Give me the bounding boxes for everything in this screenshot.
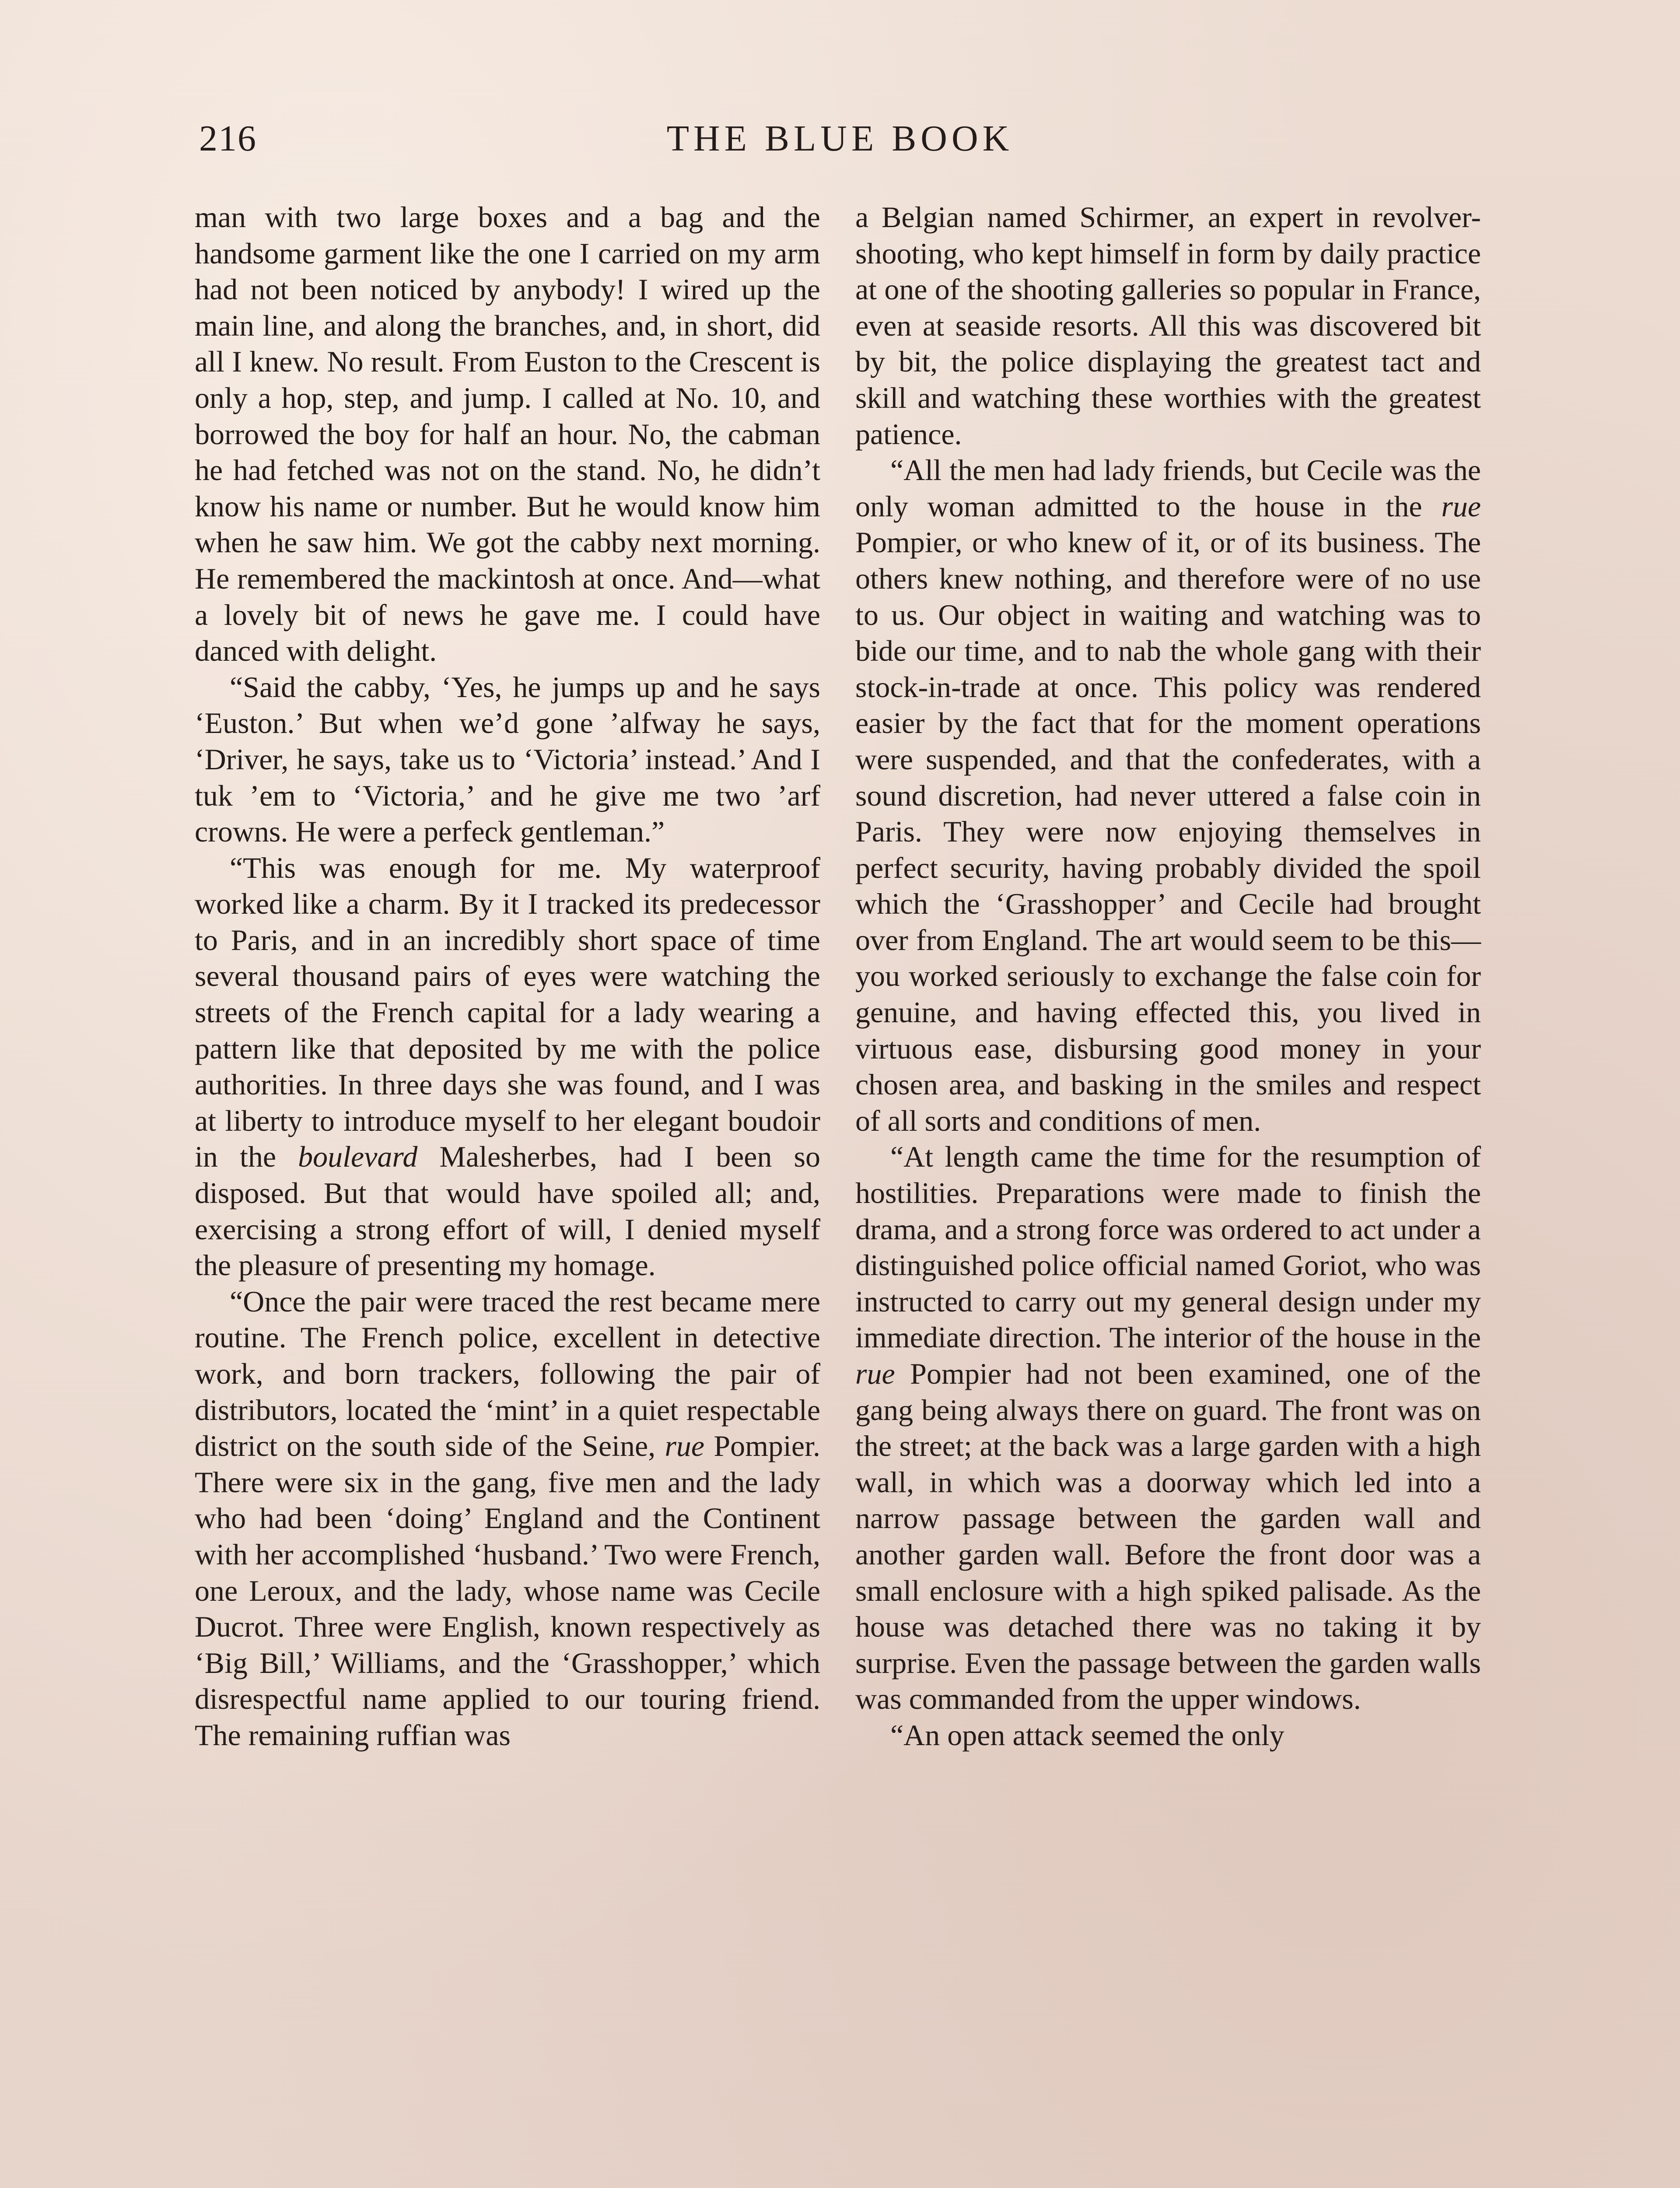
running-head: THE BLUE BOOK bbox=[666, 118, 1014, 159]
paragraph: a Belgian named Schirmer, an expert in revolver-shooting, who kept himself in form by daily practice at one of the shooting galleries so popular in France, even at seaside resorts. All this was discovered bit by bit, the police displaying the greatest tact and skill and watching these worthies with the greatest patience. bbox=[855, 200, 1481, 451]
paragraph bbox=[855, 452, 1481, 1139]
paragraph bbox=[855, 1139, 1481, 1717]
italic-text: rue bbox=[855, 1357, 895, 1390]
right-column bbox=[855, 199, 1481, 1753]
text-run: “All the men had lady friends, but Cecile was the only woman admitted to the house in the bbox=[855, 453, 1481, 523]
text-run: Pompier, or who knew of it, or of its business. The others knew nothing, and therefore were of no use to us. Our object in waiting and watching was to bide our time, and to nab the whole gang with their stock-in-trade at once. This policy was rendered easier by the fact that for the moment operations were suspended, and that the confederates, with a sound discretion, had never uttered a false coin in Paris. They were now enjoying themselves in perfect security, having probably divided the spoil which the ‘Grasshopper’ and Cecile had brought over from England. The art would seem to be this—you worked seriously to exchange the false coin for genuine, and having effected this, you lived in virtuous ease, disbursing good money in your chosen area, and basking in the smiles and respect of all sorts and conditions of men. bbox=[855, 526, 1481, 1137]
paragraph bbox=[195, 1283, 820, 1753]
text-run: “At length came the time for the resumption of hostilities. Preparations were made to finish the drama, and a strong force was ordered to act under a distinguished police official named Goriot, who was instructed to carry out my general design under my immediate direction. The interior of the house in the bbox=[855, 1140, 1481, 1354]
paragraph: “Said the cabby, ‘Yes, he jumps up and he says ‘Euston.’ But when we’d gone ’alfway he says, ‘Driver, he says, take us to ‘Victoria’ instead.’ And I tuk ’em to ‘Victoria,’ and he give me two ’arf crowns. He were a perfeck gentleman.” bbox=[195, 670, 820, 849]
text-run: Pompier. There were six in the gang, five men and the lady who had been ‘doing’ England and the Continent with her accomplished ‘husband.’ Two were French, one Leroux, and the lady, whose name was Cecile Ducrot. Three were English, known respectively as ‘Big Bill,’ Williams, and the ‘Grasshopper,’ which disrespectful name applied to our touring friend. The remaining ruffian was bbox=[195, 1429, 820, 1752]
page-number: 216 bbox=[199, 118, 257, 159]
text-run: “Once the pair were traced the rest became mere routine. The French police, excellent in detective work, and born trackers, following the pair of distributors, located the ‘mint’ in a quiet respectable district on the south side of the Seine, bbox=[195, 1284, 820, 1463]
text-run: Pompier had not been examined, one of the gang being always there on guard. The front was on the street; at the back was a large garden with a high wall, in which was a doorway which led into a narrow passage between the garden wall and another garden wall. Before the front door was a small enclosure with a high spiked palisade. As the house was detached there was no taking it by surprise. Even the passage between the garden walls was commanded from the upper windows. bbox=[855, 1357, 1481, 1716]
italic-text: rue bbox=[665, 1429, 705, 1463]
paragraph: “An open attack seemed the only bbox=[890, 1718, 1284, 1752]
left-column bbox=[195, 199, 820, 1753]
text-run: Malesherbes, had I been so disposed. But that would have spoiled all; and, exercising a strong effort of will, I denied myself the pleasure of presenting my homage. bbox=[195, 1140, 821, 1282]
text-run: “This was enough for me. My waterproof worked like a charm. By it I tracked its predecessor to Paris, and in an incredibly short space of time several thousand pairs of eyes were watching the streets of the French capital for a lady wearing a pattern like that deposited by me with the police authorities. In three days she was found, and I was at liberty to introduce myself to her elegant boudoir in the bbox=[195, 851, 820, 1174]
italic-text: rue bbox=[1441, 489, 1481, 523]
paragraph: man with two large boxes and a bag and the handsome garment like the one I carried on my arm had not been noticed by anybody! I wired up the main line, and along the branches, and, in short, did all I knew. No result. From Euston to the Crescent is only a hop, step, and jump. I called at No. 10, and borrowed the boy for half an hour. No, the cabman he had fetched was not on the stand. No, he didn’t know his name or number. But he would know him when he saw him. We got the cabby next morning. He remembered the mackintosh at once. And—what a lovely bit of news he gave me. I could have danced with delight. bbox=[195, 200, 820, 668]
paragraph bbox=[195, 850, 820, 1283]
italic-text: boulevard bbox=[298, 1140, 418, 1174]
page-header bbox=[199, 117, 1481, 165]
